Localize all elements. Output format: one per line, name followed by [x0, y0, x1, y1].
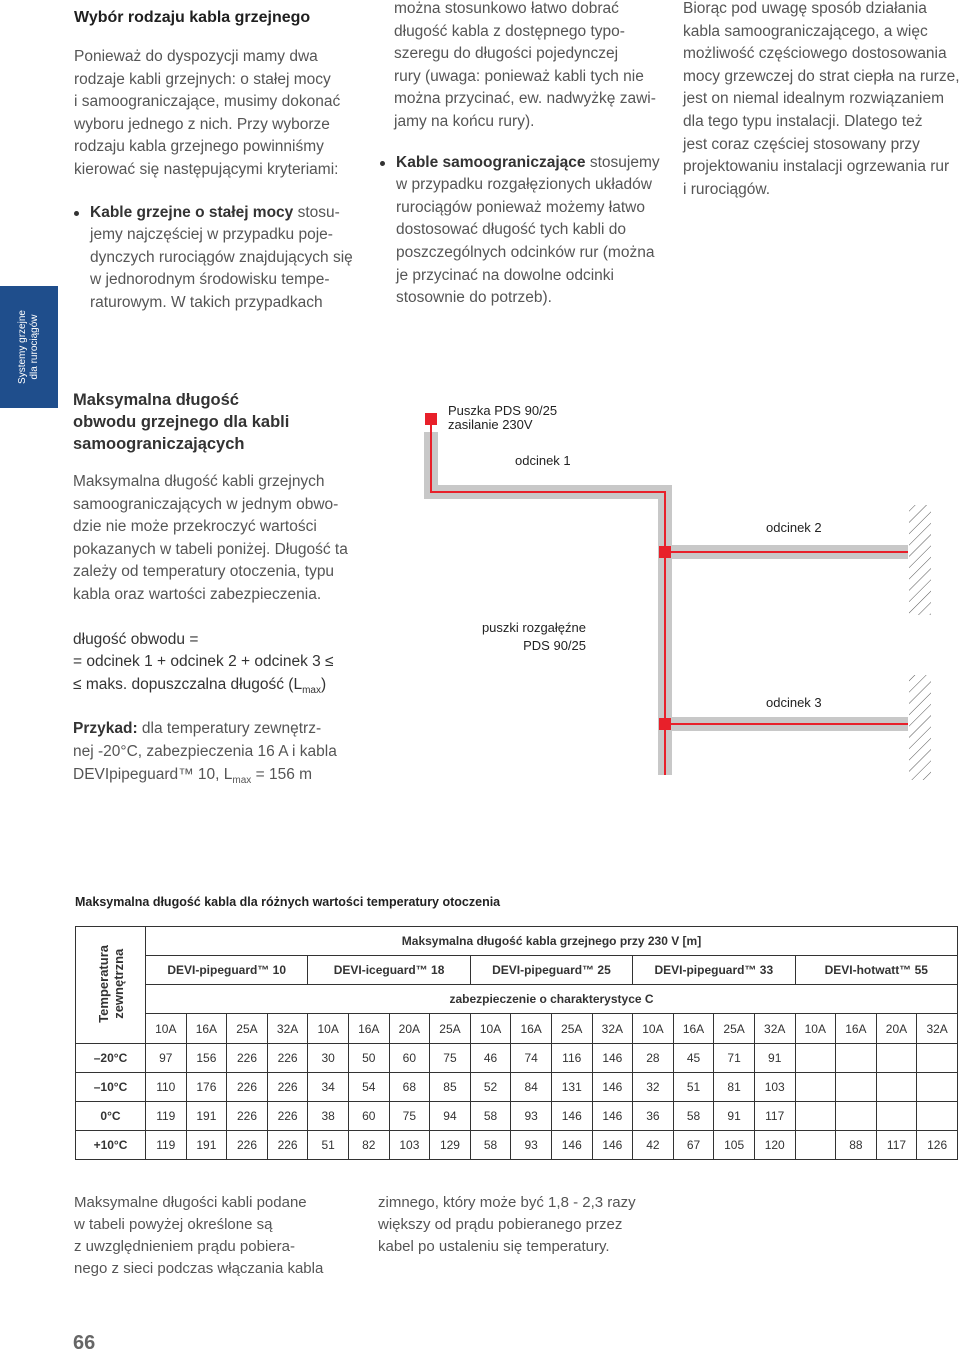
bullet-line: stosu- — [293, 203, 340, 221]
cable-type-header: DEVI-iceguard™ 18 — [308, 956, 470, 985]
col3-line: projektowaniu instalacji ogrzewania rur — [683, 158, 950, 176]
length-cell: 45 — [673, 1044, 714, 1073]
amp-cell: 16A — [673, 1014, 714, 1044]
bullet-line: w jednorodnym środowisku tempe- — [90, 271, 330, 289]
body-line: kabla oraz wartości zabezpieczenia. — [73, 585, 322, 603]
amp-cell: 10A — [146, 1014, 187, 1044]
body-line: zależy od temperatury otoczenia, typu — [73, 563, 335, 581]
wall-hatch — [909, 505, 931, 780]
length-cell: 120 — [754, 1131, 795, 1160]
amp-cell: 25A — [227, 1014, 268, 1044]
bullet-line: raturowym. W takich przypadkach — [90, 293, 323, 311]
footer-line: nego z sieci podczas włączania kabla — [74, 1260, 324, 1277]
segment-3-label: odcinek 3 — [766, 695, 822, 710]
length-cell: 103 — [754, 1073, 795, 1102]
col3-line: jest coraz częściej stosowany przy — [683, 135, 920, 153]
amp-cell: 20A — [389, 1014, 430, 1044]
temperature-header-line: Temperatura — [95, 944, 111, 1023]
segment-1-label: odcinek 1 — [515, 453, 571, 468]
side-tab-line-2: dla rurociągów — [29, 314, 40, 380]
amp-cell: 16A — [186, 1014, 227, 1044]
junction-label: puszki rozgałęźne — [481, 620, 586, 635]
length-cell: 60 — [389, 1044, 430, 1073]
temperature-cell: –10°C — [76, 1073, 146, 1102]
bullet-line: w przypadku rozgałęzionych układów — [396, 176, 652, 194]
side-tab — [0, 286, 58, 408]
length-cell: 116 — [551, 1044, 592, 1073]
formula-line: = odcinek 1 + odcinek 2 + odcinek 3 ≤ — [73, 653, 334, 671]
length-cell: 129 — [430, 1131, 471, 1160]
length-cell: 226 — [227, 1044, 268, 1073]
example-paragraph — [73, 718, 383, 792]
heading-line: samoograniczających — [73, 435, 245, 453]
section-max-length-heading — [73, 389, 383, 455]
amp-cell: 16A — [511, 1014, 552, 1044]
junction-box-icon — [659, 718, 671, 730]
length-cell — [876, 1102, 917, 1131]
length-cell: 36 — [633, 1102, 674, 1131]
example-label: Przykad: — [73, 720, 138, 738]
length-cell: 117 — [754, 1102, 795, 1131]
col3-line: jest on niemal idealnym rozwiązaniem — [683, 90, 945, 108]
col2-line: szeregu do długości pojedynczej — [394, 45, 619, 63]
max-length-table — [75, 926, 958, 1160]
length-cell: 146 — [592, 1073, 633, 1102]
length-cell: 46 — [470, 1044, 511, 1073]
bullet-self-limiting — [380, 152, 675, 310]
col3-line: i rurociągów. — [683, 180, 771, 198]
length-cell: 191 — [186, 1102, 227, 1131]
length-cell: 146 — [592, 1131, 633, 1160]
power-box-icon — [425, 413, 437, 425]
cable-type-header: DEVI-pipeguard™ 25 — [470, 956, 632, 985]
length-cell: 91 — [714, 1102, 755, 1131]
length-cell: 226 — [267, 1102, 308, 1131]
cable-type-header: DEVI-pipeguard™ 33 — [633, 956, 795, 985]
cable-main — [431, 425, 665, 775]
length-cell: 50 — [348, 1044, 389, 1073]
length-cell: 42 — [633, 1131, 674, 1160]
amp-cell: 32A — [917, 1014, 958, 1044]
bullet-line: je przycinać na dowolne odcinki — [396, 266, 614, 284]
power-supply-label: zasilanie 230V — [448, 417, 533, 432]
amp-cell: 32A — [592, 1014, 633, 1044]
section-max-length-body — [73, 471, 383, 607]
length-cell: 75 — [430, 1044, 471, 1073]
col2-line: jamy na końcu rury). — [394, 112, 535, 130]
bullet-fixed-power — [74, 202, 364, 315]
intro-line: rodzaju kabla grzejnego powinniśmy — [74, 138, 324, 156]
amp-cell: 16A — [836, 1014, 877, 1044]
length-cell: 226 — [267, 1131, 308, 1160]
col2-line: można przycinać, ew. nadwyżkę zawi- — [394, 90, 656, 108]
cable-type-header: DEVI-pipeguard™ 10 — [146, 956, 308, 985]
amp-cell: 32A — [267, 1014, 308, 1044]
intro-line: i samoograniczające, musimy dokonać — [74, 93, 341, 111]
temperature-cell: +10°C — [76, 1131, 146, 1160]
amp-cell: 10A — [470, 1014, 511, 1044]
bullet-fixed-power-title: Kable grzejne o stałej mocy — [90, 203, 294, 221]
amps-row — [76, 1014, 958, 1044]
length-cell: 146 — [551, 1131, 592, 1160]
footer-line: większy od prądu pobieranego przez — [378, 1216, 623, 1233]
temperature-cell: 0°C — [76, 1102, 146, 1131]
length-cell: 28 — [633, 1044, 674, 1073]
length-cell — [876, 1073, 917, 1102]
col3-line: mocy grzewczej do strat ciepła na rurze, — [683, 67, 960, 85]
length-cell: 32 — [633, 1073, 674, 1102]
body-line: samoograniczających w jednym obwo- — [73, 495, 339, 513]
length-cell: 75 — [389, 1102, 430, 1131]
temperature-header-line: zewnętrzna — [110, 948, 126, 1019]
length-cell: 52 — [470, 1073, 511, 1102]
table-top-header: Maksymalna długość kabla grzejnego przy 230 V [m] — [146, 927, 958, 956]
temperature-header-cell — [76, 927, 146, 1044]
length-cell: 103 — [389, 1131, 430, 1160]
segment-2-label: odcinek 2 — [766, 520, 822, 535]
length-cell — [917, 1044, 958, 1073]
length-cell: 226 — [227, 1073, 268, 1102]
length-cell: 30 — [308, 1044, 349, 1073]
length-cell: 226 — [227, 1131, 268, 1160]
amp-cell: 10A — [633, 1014, 674, 1044]
col3-line: możliwość częściowego dostosowania — [683, 45, 947, 63]
cable-type-header: DEVI-hotwatt™ 55 — [795, 956, 958, 985]
length-cell: 58 — [470, 1131, 511, 1160]
intro-heading: Wybór rodzaju kabla grzejnego — [74, 9, 311, 26]
example-line: nej -20°C, zabezpieczenia 16 A i kabla — [73, 743, 337, 761]
column-3-paragraph — [683, 0, 958, 201]
bullet-line: stosujemy — [585, 153, 660, 171]
formula-line: ≤ maks. dopuszczalna długość (L — [73, 675, 303, 693]
length-cell: 74 — [511, 1044, 552, 1073]
length-cell: 94 — [430, 1102, 471, 1131]
length-cell: 126 — [917, 1131, 958, 1160]
length-cell: 97 — [146, 1044, 187, 1073]
table-row — [76, 1102, 958, 1131]
length-cell: 60 — [348, 1102, 389, 1131]
footer-note-right — [378, 1192, 678, 1258]
table-body — [76, 1044, 958, 1160]
length-cell: 71 — [714, 1044, 755, 1073]
length-cell: 51 — [673, 1073, 714, 1102]
length-cell: 91 — [754, 1044, 795, 1073]
length-cell — [795, 1044, 836, 1073]
length-cell — [795, 1102, 836, 1131]
length-cell: 191 — [186, 1131, 227, 1160]
length-cell: 146 — [592, 1044, 633, 1073]
footer-line: kabel po ustaleniu się temperatury. — [378, 1238, 610, 1255]
bullet-self-limiting-title: Kable samoograniczające — [396, 153, 586, 171]
length-cell: 54 — [348, 1073, 389, 1102]
length-cell: 156 — [186, 1044, 227, 1073]
length-cell — [795, 1131, 836, 1160]
footer-note-left — [74, 1192, 364, 1280]
table-row — [76, 1044, 958, 1073]
amp-cell: 10A — [308, 1014, 349, 1044]
wall-icon — [909, 505, 931, 615]
col2-line: można stosunkowo łatwo dobrać — [394, 0, 619, 17]
length-cell: 85 — [430, 1073, 471, 1102]
intro-line: rodzaje kabli grzejnych: o stałej mocy — [74, 70, 331, 88]
formula-line: długość obwodu = — [73, 630, 199, 648]
length-cell: 119 — [146, 1102, 187, 1131]
intro-column — [74, 6, 364, 315]
length-cell: 226 — [267, 1073, 308, 1102]
intro-line: kierować się następującymi kryteriami: — [74, 160, 339, 178]
length-cell: 67 — [673, 1131, 714, 1160]
length-cell: 58 — [470, 1102, 511, 1131]
bullet-line: jemy najczęściej w przypadku poje- — [90, 226, 333, 244]
intro-line: Ponieważ do dyspozycji mamy dwa — [74, 48, 318, 65]
example-subscript: max — [232, 774, 252, 786]
formula-subscript: max — [302, 684, 321, 696]
page-number: 66 — [73, 1332, 96, 1354]
length-cell: 38 — [308, 1102, 349, 1131]
protection-header: zabezpieczenie o charakterystyce C — [146, 985, 958, 1014]
length-cell: 84 — [511, 1073, 552, 1102]
length-cell: 146 — [551, 1102, 592, 1131]
col2-line: długość kabla z dostępnego typo- — [394, 22, 625, 40]
amp-cell: 32A — [754, 1014, 795, 1044]
length-cell: 93 — [511, 1131, 552, 1160]
amp-cell: 16A — [348, 1014, 389, 1044]
length-cell — [836, 1044, 877, 1073]
length-cell: 58 — [673, 1102, 714, 1131]
pipe-network-diagram — [390, 385, 960, 785]
table-title: Maksymalna długość kabla dla różnych wartości temperatury otoczenia — [75, 895, 501, 909]
length-cell: 82 — [348, 1131, 389, 1160]
bullet-line: stosownie do potrzeb). — [396, 289, 552, 307]
length-cell: 51 — [308, 1131, 349, 1160]
length-cell: 226 — [267, 1044, 308, 1073]
body-line: Maksymalna długość kabli grzejnych — [73, 473, 325, 490]
bullet-line: poszczególnych odcinków rur (można — [396, 243, 655, 261]
length-cell: 176 — [186, 1073, 227, 1102]
formula-line: ) — [320, 675, 327, 693]
length-cell: 131 — [551, 1073, 592, 1102]
bullet-line: dostosować długość tych kabli do — [396, 221, 627, 239]
heading-line: obwodu grzejnego dla kabli — [73, 413, 290, 431]
amp-cell: 25A — [551, 1014, 592, 1044]
length-cell — [876, 1044, 917, 1073]
col3-line: Biorąc pod uwagę sposób działania — [683, 0, 927, 17]
length-cell — [836, 1102, 877, 1131]
heading-line: Maksymalna długość — [73, 391, 239, 409]
footer-line: zimnego, który może być 1,8 - 2,3 razy — [378, 1194, 636, 1211]
side-tab-label — [17, 310, 41, 384]
length-cell — [917, 1102, 958, 1131]
power-box-label: Puszka PDS 90/25 — [448, 403, 558, 418]
wall-icon — [909, 675, 931, 780]
length-cell: 93 — [511, 1102, 552, 1131]
example-line: dla temperatury zewnętrz- — [137, 720, 322, 738]
body-line: pokazanych w tabeli poniżej. Długość ta — [73, 540, 348, 558]
table-row — [76, 1073, 958, 1102]
column-3 — [683, 0, 958, 201]
length-cell: 117 — [876, 1131, 917, 1160]
footer-line: w tabeli powyżej określone są — [74, 1216, 273, 1233]
length-cell — [917, 1073, 958, 1102]
column-2 — [380, 0, 675, 310]
col3-line: dla tego typu instalacji. Dlatego też — [683, 112, 923, 130]
amp-cell: 20A — [876, 1014, 917, 1044]
bullet-line: dynczych rurociągów znajdujących się — [90, 248, 353, 266]
temperature-header — [96, 945, 126, 1023]
table-row — [76, 1131, 958, 1160]
col3-line: kabla samoograniczającego, a więc — [683, 22, 928, 40]
intro-paragraph — [74, 46, 364, 182]
footer-line: Maksymalne długości kabli podane — [74, 1194, 307, 1211]
intro-line: wyboru jednego z nich. Przy wyborze — [74, 115, 330, 133]
bullet-line: rurociągów ponieważ możemy łatwo — [396, 198, 645, 216]
length-cell — [836, 1073, 877, 1102]
amp-cell: 10A — [795, 1014, 836, 1044]
length-cell: 119 — [146, 1131, 187, 1160]
column-2-paragraph — [380, 0, 675, 134]
length-cell: 34 — [308, 1073, 349, 1102]
length-cell: 81 — [714, 1073, 755, 1102]
temperature-cell: –20°C — [76, 1044, 146, 1073]
side-tab-line-1: Systemy grzejne — [17, 310, 28, 384]
length-cell — [795, 1073, 836, 1102]
section-max-length — [73, 389, 383, 792]
length-formula — [73, 629, 383, 703]
amp-cell: 25A — [714, 1014, 755, 1044]
length-cell: 226 — [227, 1102, 268, 1131]
body-line: dzie nie może przekroczyć wartości — [73, 518, 317, 536]
example-line: = 156 m — [251, 765, 313, 783]
length-cell: 88 — [836, 1131, 877, 1160]
length-cell: 68 — [389, 1073, 430, 1102]
amp-cell: 25A — [430, 1014, 471, 1044]
length-cell: 146 — [592, 1102, 633, 1131]
length-cell: 105 — [714, 1131, 755, 1160]
footer-line: z uwzględnieniem prądu pobiera- — [74, 1238, 295, 1255]
junction-model-label: PDS 90/25 — [523, 638, 586, 653]
length-cell: 110 — [146, 1073, 187, 1102]
example-line: DEVIpipeguard™ 10, L — [73, 765, 233, 783]
junction-box-icon — [659, 546, 671, 558]
col2-line: rury (uwaga: ponieważ kabli tych nie — [394, 67, 644, 85]
